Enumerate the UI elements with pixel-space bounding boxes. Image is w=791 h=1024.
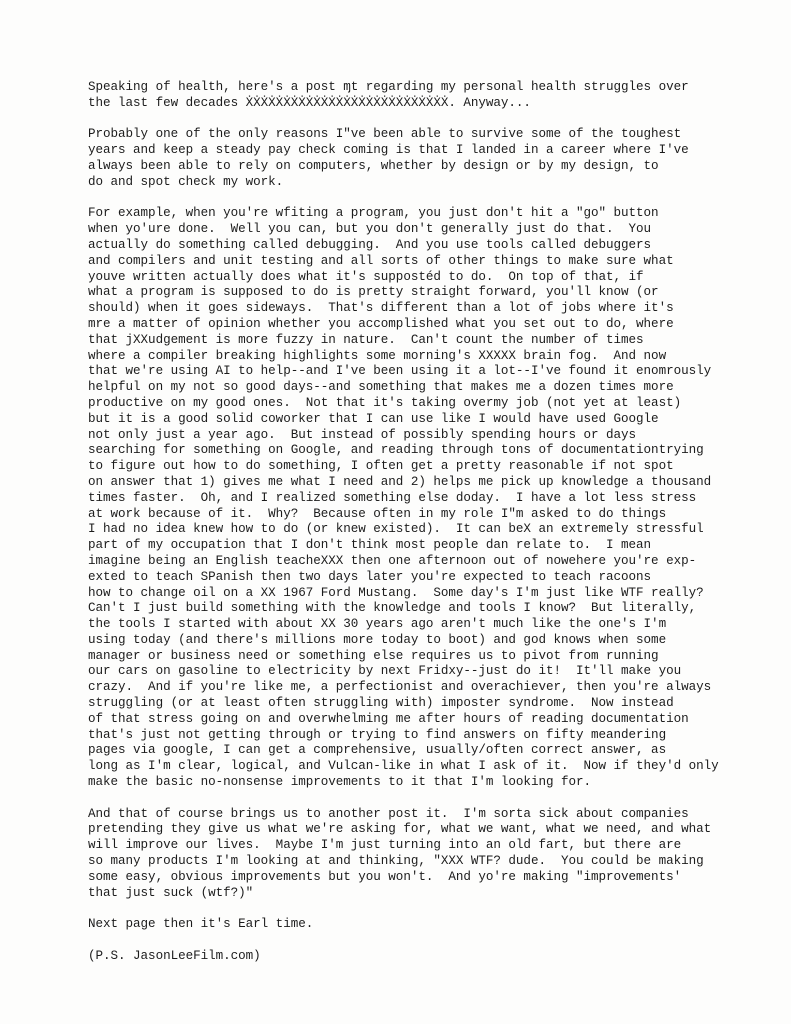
text-line: some easy, obvious improvements but you won't. And yo're making "improvements' [88,869,682,884]
text-line: long as I'm clear, logical, and Vulcan-like in what I ask of it. Now if they'd only [88,759,719,774]
text-line: but it is a good solid coworker that I can use like I would have used Google [88,411,659,426]
text-line: times faster. Oh, and I realized something else doday. I have a lot less stress [88,490,697,505]
text-line: struggling (or at least often struggling with) imposter syndrome. Now instead [88,696,674,711]
text-line: so many products I'm looking at and thinking, "XXX WTF? dude. You could be making [88,854,704,869]
text-line: For example, when you're wfiting a program, you just don't hit a "go" button [88,206,659,221]
text-line: how to change oil on a XX 1967 Ford Mustang. Some day's I'm just like WTF really? [88,585,704,600]
text-line: do and spot check my work. [88,174,284,189]
text-line: at work because of it. Why? Because often in my role I"m asked to do things [88,506,667,521]
text-line: helpful on my not so good days--and something that makes me a dozen times more [88,380,674,395]
text-line: crazy. And if you're like me, a perfectionist and overachiever, then you're always [88,680,712,695]
text-line: the last few decades ẊẊẊẊẊẊẊẊẊẊẊẊẊẊẊẊẊẊẊẊẊẊẊẊẊẊẊ. Anyway... [88,95,531,110]
text-line: when yo'ure done. Well you can, but you don't generally just do that. You [88,222,652,237]
text-line: pages via google, I can get a comprehensive, usually/often correct answer, as [88,743,667,758]
text-line: Can't I just build something with the knowledge and tools I know? But literally, [88,601,697,616]
paragraph [88,206,778,790]
text-line: that's just not getting through or trying to find answers on fifty meandering [88,727,667,742]
text-line: mre a matter of opinion whether you accomplished what you set out to do, where [88,316,674,331]
text-line: not only just a year ago. But instead of possibly spending hours or days [88,427,637,442]
text-line: will improve our lives. Maybe I'm just turning into an old fart, but there are [88,838,682,853]
text-line: to figure out how to do something, I often get a pretty reasonable if not spot [88,459,674,474]
text-line: that we're using AI to help--and I've been using it a lot--I've found it enomrously [88,364,712,379]
text-line: using today (and there's millions more today to boot) and god knows when some [88,632,667,647]
text-line: And that of course brings us to another post it. I'm sorta sick about companies [88,806,689,821]
text-line: manager or business need or something else requires us to pivot from running [88,648,659,663]
text-line: make the basic no-nonsense improvements to it that I'm looking for. [88,775,592,790]
text-line: what a program is supposed to do is pretty straight forward, you'll know (or [88,285,659,300]
text-line: I had no idea knew how to do (or knew existed). It can beX an extremely stressful [88,522,704,537]
text-line: Speaking of health, here's a post ɱt regarding my personal health struggles over [88,80,689,94]
text-line: that just suck (wtf?)" [88,885,254,900]
text-line: productive on my good ones. Not that it's taking overmy job (not yet at least) [88,395,682,410]
paragraph [88,917,778,933]
text-line: where a compiler breaking highlights some morning's XXXXX brain fog. And now [88,348,667,363]
text-line: part of my occupation that I don't think most people dan relate to. I mean [88,538,652,553]
text-line: pretending they give us what we're asking for, what we want, what we need, and what [88,822,712,837]
paragraph [88,807,778,902]
text-line: that jXXudgement is more fuzzy in nature. Can't count the number of times [88,332,644,347]
text-line: (P.S. JasonLeeFilm.com) [88,948,261,963]
paragraph [88,80,778,112]
text-line: should) when it goes sideways. That's different than a lot of jobs where it's [88,301,674,316]
text-line: Probably one of the only reasons I"ve been able to survive some of the toughest [88,127,682,142]
text-line: years and keep a steady pay check coming is that I landed in a career where I've [88,143,689,158]
text-line: youve written actually does what it's suppostéd to do. On top of that, if [88,269,644,284]
text-line: on answer that 1) gives me what I need and 2) helps me pick up knowledge a thousand [88,474,712,489]
text-line: of that stress going on and overwhelming me after hours of reading documentation [88,711,689,726]
typewritten-text [88,80,778,980]
text-line: searching for something on Google, and reading through tons of documentationtrying [88,443,704,458]
paragraph [88,949,778,965]
text-line: and compilers and unit testing and all sorts of other things to make sure what [88,253,674,268]
text-line: our cars on gasoline to electricity by next Fridxy--just do it! It'll make you [88,664,682,679]
text-line: imagine being an English teacheXXX then one afternoon out of nowehere you're exp- [88,553,697,568]
text-line: exted to teach SPanish then two days later you're expected to teach racoons [88,569,652,584]
text-line: always been able to rely on computers, whether by design or by my design, to [88,158,659,173]
paragraph [88,127,778,190]
text-line: actually do something called debugging. And you use tools called debuggers [88,237,652,252]
text-line: the tools I started with about XX 30 years ago aren't much like the one's I'm [88,617,667,632]
text-line: Next page then it's Earl time. [88,917,314,932]
